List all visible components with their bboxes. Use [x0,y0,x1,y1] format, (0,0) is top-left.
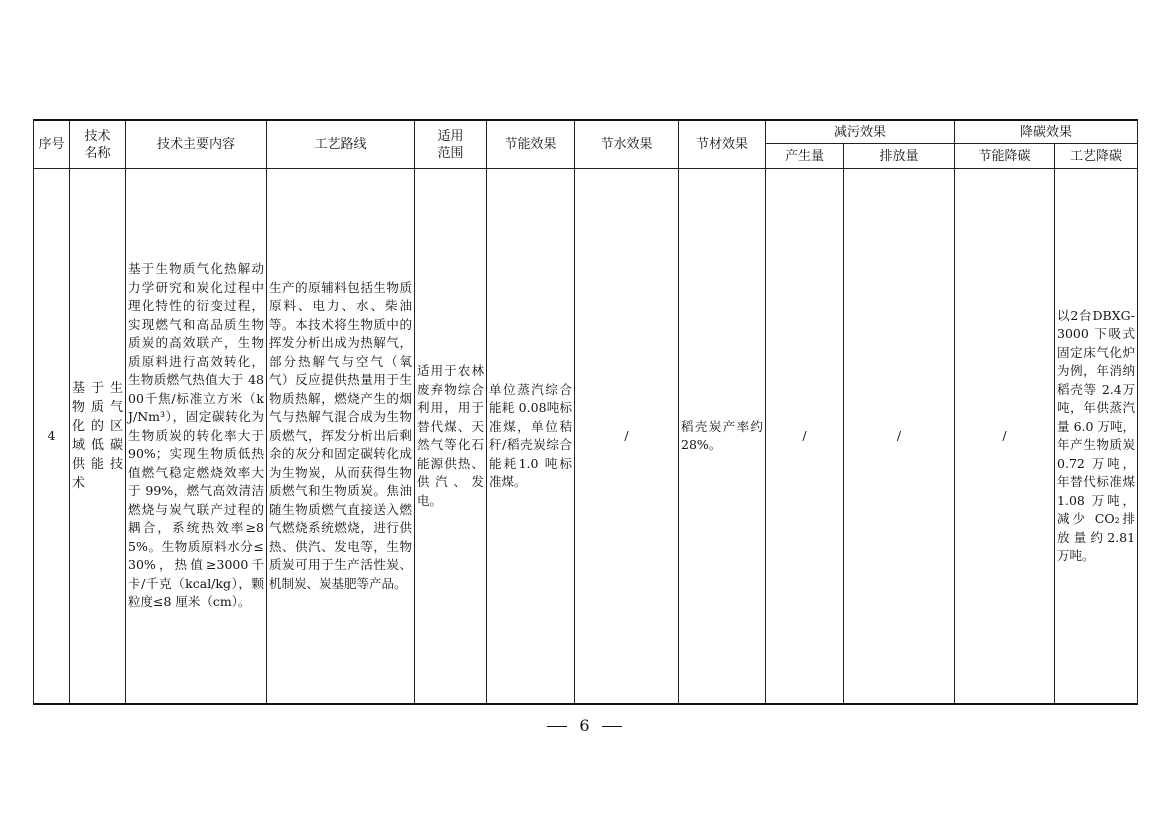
cell-water-saving: / [575,169,679,705]
page-number: 6 [0,716,1169,735]
cell-energy-saving: 单位蒸汽综合能耗 0.08吨标准煤，单位秸秆/稻壳炭综合能耗1.0 吨标准煤。 [487,169,575,705]
header-water-saving: 节水效果 [575,120,679,169]
header-main-content: 技术主要内容 [126,120,267,169]
header-energy-saving: 节能效果 [487,120,575,169]
cell-process-route: 生产的原辅料包括生物质原料、电力、水、柴油等。本技术将生物质中的挥发分析出成为热解气，部分热解气与空气（氧气）反应提供热量用于生物质热解，燃烧产生的烟气与热解气混合成为生物质燃气，挥发分析出后剩余的灰分和固定碳转化成为生物炭，从而获得生物质燃气和生物质炭。焦油随生物质燃气直接送入燃气燃烧系统燃烧，进行供热、供汽、发电等，生物质炭可用于生产活性炭、机制炭、炭基肥等产品。 [267,169,415,705]
cell-pollution-emission: / [844,169,955,705]
header-carbon-reduction: 降碳效果 [955,120,1138,144]
header-carbon-energy: 节能降碳 [955,144,1055,169]
header-seq: 序号 [34,120,70,169]
header-scope: 适用 范围 [415,120,487,169]
cell-main-content: 基于生物质气化热解动力学研究和炭化过程中理化特性的衍变过程，实现燃气和高品质生物质炭的高效联产，生物质原料进行高效转化，生物质燃气热值大于 4800千焦/标准立方米（kJ/Nm³），固定碳转化为生物质炭的转化率大于 90%；实现生物质低热值燃气稳定燃烧效率大于 99%，燃气高效清洁燃烧与炭气联产过程的耦合，系统热效率≥85%。生物质原料水分≤30%，热值≥3000千卡/千克（kcal/kg），颗粒度≤8 厘米（cm）。 [126,169,267,705]
table-row [34,169,1138,705]
header-material-saving: 节材效果 [679,120,766,169]
header-tech-name: 技术 名称 [70,120,126,169]
header-pollution-reduction: 减污效果 [766,120,955,144]
header-pollution-emission: 排放量 [844,144,955,169]
cell-seq: 4 [34,169,70,705]
page-dash-right [602,726,622,727]
page-dash-left [547,726,567,727]
cell-scope: 适用于农林废弃物综合利用，用于替代煤、天然气等化石能源供热、供汽、发电。 [415,169,487,705]
cell-carbon-process: 以2台DBXG-3000 下吸式固定床气化炉为例，年消纳稻壳等 2.4万吨，年供蒸汽量 6.0 万吨，年产生物质炭 0.72 万吨，年替代标准煤 1.08 万吨，减少 CO₂排放量约2.81 万吨。 [1055,169,1138,705]
header-process-route: 工艺路线 [267,120,415,169]
cell-carbon-energy: / [955,169,1055,705]
cell-tech-name: 基于生物质气化的区域低碳供能技术 [70,169,126,705]
header-pollution-generation: 产生量 [766,144,844,169]
header-carbon-process: 工艺降碳 [1055,144,1138,169]
cell-pollution-generation: / [766,169,844,705]
technology-table [33,119,1138,705]
cell-material-saving: 稻壳炭产率约 28%。 [679,169,766,705]
